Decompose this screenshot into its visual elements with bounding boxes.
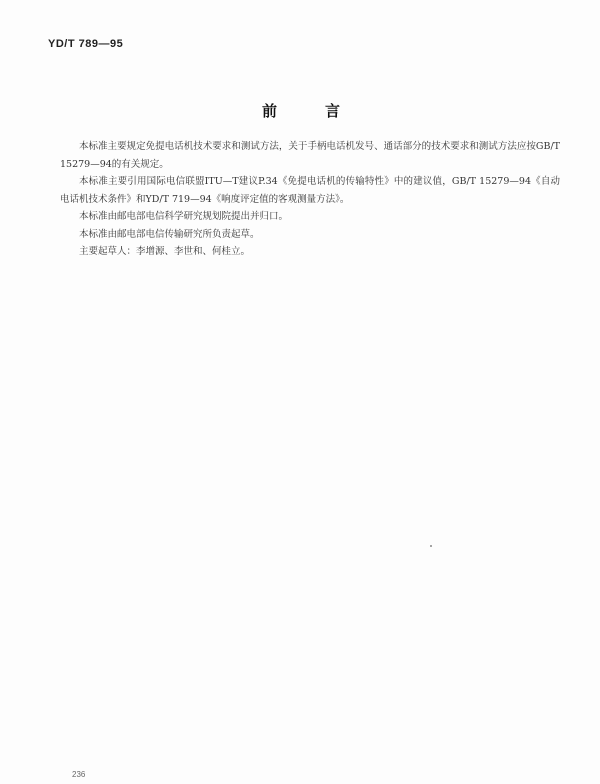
- paragraph-references: 本标准主要引用国际电信联盟ITU—T建议P.34《免提电话机的传输特性》中的建议值，GB/T 15279—94《自动电话机技术条件》和YD/T 719—94《响度评定值的客观测量方法》。: [60, 176, 560, 205]
- paragraph-proposer: 本标准由邮电部电信科学研究规划院提出并归口。: [79, 211, 289, 222]
- standard-code: YD/T 789—95: [48, 38, 124, 50]
- paragraph-drafter: 本标准由邮电部电信传输研究所负责起草。: [79, 228, 260, 240]
- scan-speck: [430, 545, 432, 547]
- paragraph-scope: 本标准主要规定免提电话机技术要求和测试方法，关于手柄电话机发号、通话部分的技术要求和测试方法应按GB/T 15279—94的有关规定。: [60, 141, 560, 170]
- page-title: 前言: [262, 102, 389, 120]
- paragraph-authors: 主要起草人：李增源、李世和、何桂立。: [79, 246, 251, 257]
- page-number: 236: [72, 770, 86, 779]
- foreword-body: [60, 138, 560, 261]
